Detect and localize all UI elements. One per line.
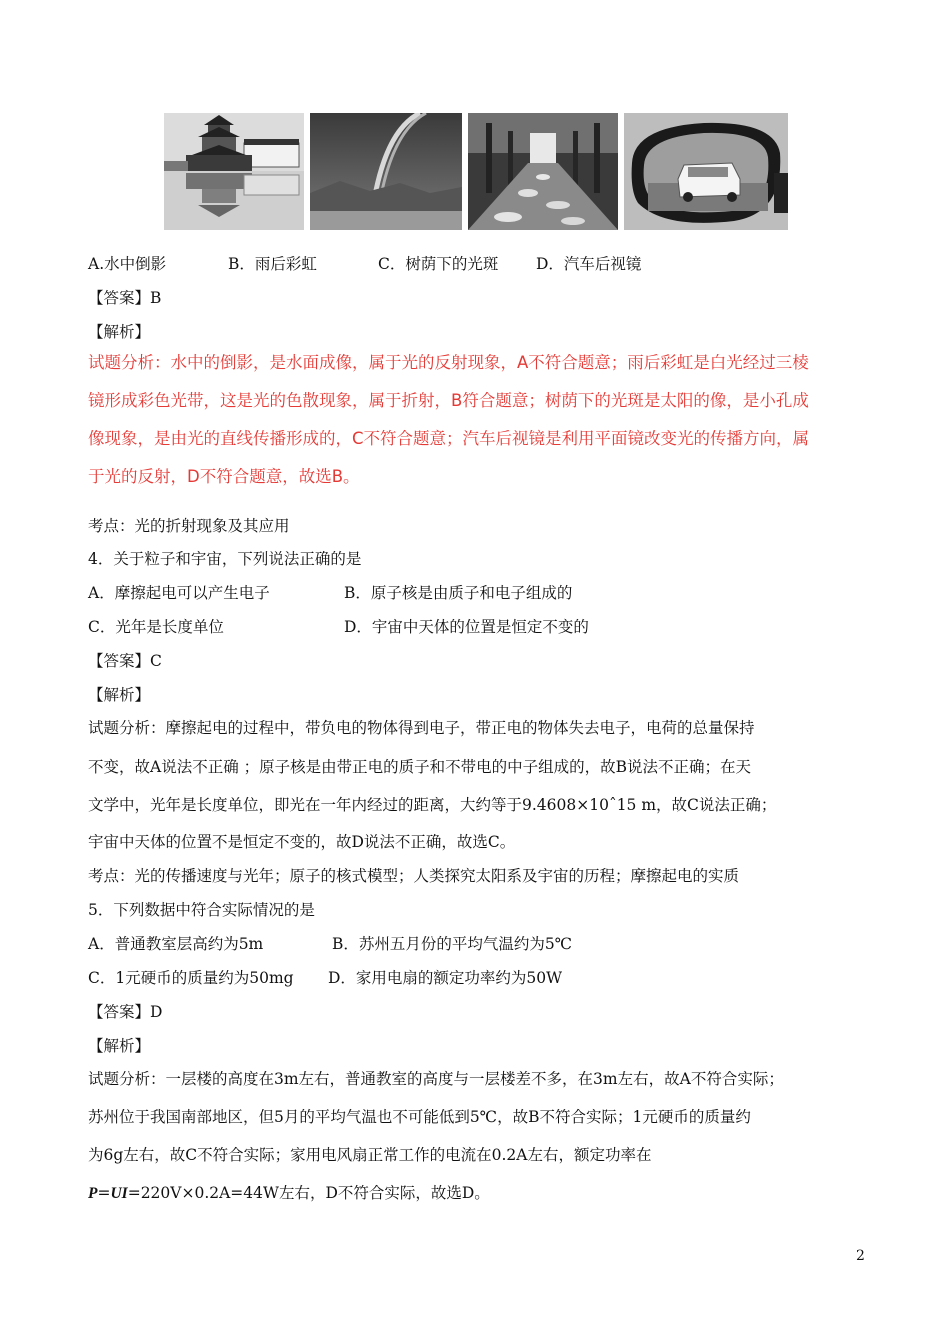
q4-analysis-line: 文学中，光年是长度单位，即光在一年内经过的距离，大约等于9.4608×10ˆ15 m，故C说法正确；: [88, 796, 777, 814]
q5-analysis-line: 苏州位于我国南部地区，但5月的平均气温也不可能低到5℃，故B不符合实际；1元硬币的质量约: [88, 1108, 751, 1126]
photo-car-mirror: [624, 113, 788, 230]
q3-analysis-line: 试题分析：水中的倒影，是水面成像，属于光的反射现象，A不符合题意；雨后彩虹是白光经过三棱: [88, 353, 809, 372]
q5-answer: 【答案】D: [88, 1003, 163, 1021]
q5-option-b: B．苏州五月份的平均气温约为5℃: [332, 935, 573, 953]
q4-option-c: C．光年是长度单位: [88, 618, 224, 636]
q3-analysis-line: 镜形成彩色光带，这是光的色散现象，属于折射，B符合题意；树荫下的光斑是太阳的像，是小孔成: [88, 391, 809, 410]
q3-analysis-line: 像现象，是由光的直线传播形成的，C不符合题意；汽车后视镜是利用平面镜改变光的传播方向，属: [88, 429, 810, 448]
q4-option-b: B．原子核是由质子和电子组成的: [344, 584, 573, 602]
q5-analysis-line: 为6g左右，故C不符合实际；家用电风扇正常工作的电流在0.2A左右，额定功率在: [88, 1146, 652, 1164]
photo-tree-shade: [468, 113, 618, 230]
formula-ui: UI: [110, 1185, 128, 1202]
q4-analysis-line: 宇宙中天体的位置不是恒定不变的，故D说法不正确，故选C。: [88, 833, 516, 851]
q4-kaodian: 考点：光的传播速度与光年；原子的核式模型；人类探究太阳系及宇宙的历程；摩擦起电的实质: [88, 867, 740, 885]
q5-stem: 5．下列数据中符合实际情况的是: [88, 901, 315, 919]
q4-option-d: D．宇宙中天体的位置是恒定不变的: [344, 618, 589, 636]
q5-option-d: D．家用电扇的额定功率约为50W: [328, 969, 563, 987]
q3-option-b: B．雨后彩虹: [228, 255, 317, 273]
q4-analysis-line: 试题分析：摩擦起电的过程中，带负电的物体得到电子，带正电的物体失去电子，电荷的总量保持: [88, 719, 755, 737]
q4-stem: 4．关于粒子和宇宙，下列说法正确的是: [88, 550, 362, 568]
q4-analysis-line: 不变，故A说法不正确 ；原子核是由带正电的质子和不带电的中子组成的，故B说法不正确；在天: [88, 758, 752, 776]
q3-analysis-label: 【解析】: [88, 323, 151, 341]
q5-option-a: A．普通教室层高约为5m: [88, 935, 264, 953]
q4-option-a: A．摩擦起电可以产生电子: [88, 584, 270, 602]
formula-eq: =: [97, 1184, 111, 1202]
q3-option-d: D．汽车后视镜: [536, 255, 642, 273]
q5-analysis-label: 【解析】: [88, 1037, 151, 1055]
q5-analysis-line: 试题分析：一层楼的高度在3m左右，普通教室的高度与一层楼差不多，在3m左右，故A不符合实际；: [88, 1070, 784, 1088]
q5-option-c: C．1元硬币的质量约为50mg: [88, 969, 294, 987]
q3-option-a: A.水中倒影: [88, 255, 167, 273]
q3-answer: 【答案】B: [88, 289, 162, 307]
page-number: 2: [856, 1248, 865, 1264]
photo-rainbow: [310, 113, 462, 230]
q3-analysis-line: 于光的反射，D不符合题意，故选B。: [88, 467, 360, 486]
formula-rest: =220V×0.2A=44W左右，D不符合实际，故选D。: [127, 1184, 490, 1202]
q3-kaodian: 考点：光的折射现象及其应用: [88, 517, 290, 535]
q4-analysis-label: 【解析】: [88, 686, 151, 704]
q5-formula-line: [88, 1183, 490, 1204]
q4-answer: 【答案】C: [88, 652, 162, 670]
formula-p: P: [88, 1185, 98, 1202]
q3-option-c: C．树荫下的光斑: [378, 255, 499, 273]
photo-water-reflection: [164, 113, 304, 230]
question-3-images: [164, 113, 788, 230]
